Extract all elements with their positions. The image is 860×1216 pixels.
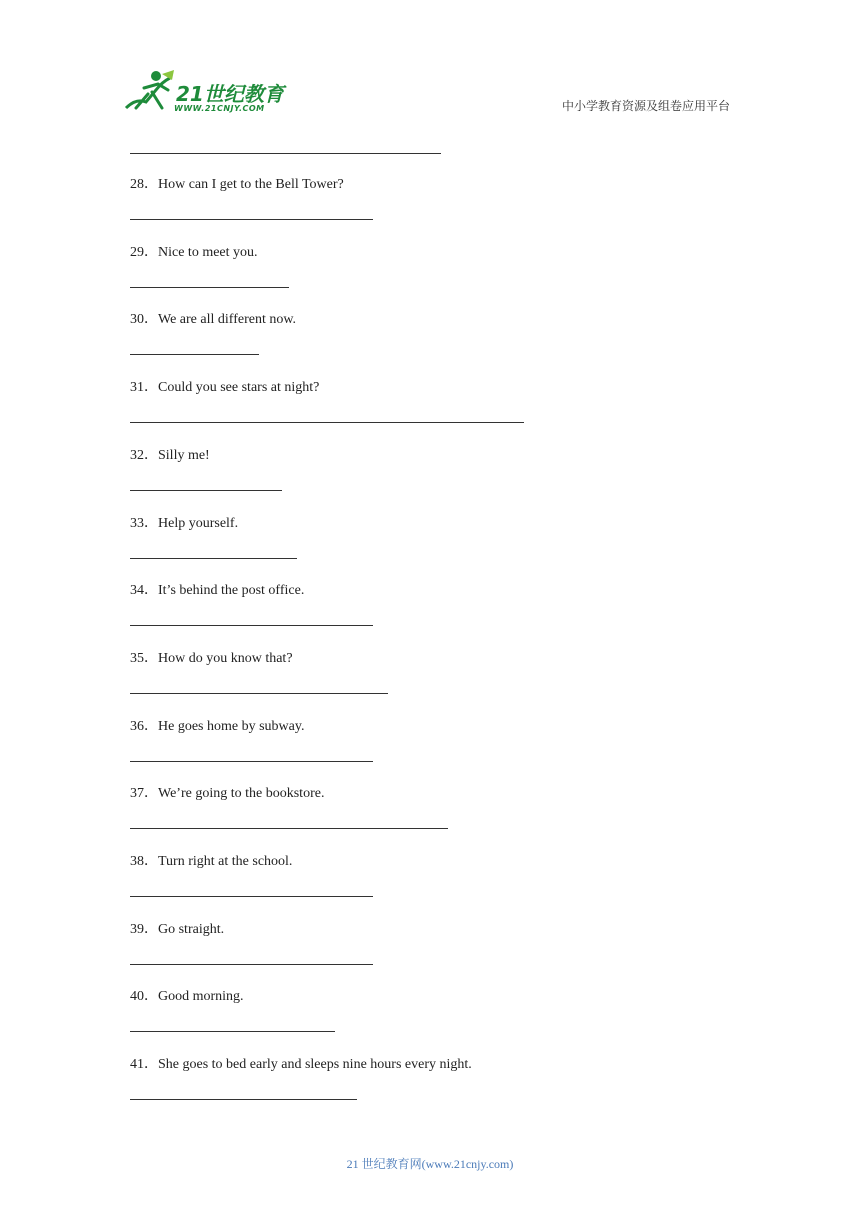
answer-line[interactable] <box>130 287 289 288</box>
question-number: 31． <box>130 380 158 396</box>
answer-line[interactable] <box>130 828 448 829</box>
question-item <box>130 173 344 193</box>
question-text: Help yourself. <box>158 515 239 531</box>
answer-line[interactable] <box>130 1099 357 1100</box>
answer-line[interactable] <box>130 964 373 965</box>
question-text: We’re going to the bookstore. <box>158 786 325 802</box>
answer-line[interactable] <box>130 761 373 762</box>
question-text: She goes to bed early and sleeps nine hours every night. <box>158 1057 472 1073</box>
answer-line[interactable] <box>130 490 282 491</box>
answer-line[interactable] <box>130 625 373 626</box>
platform-title: 中小学教育资源及组卷应用平台 <box>561 99 730 113</box>
question-item <box>130 444 210 464</box>
question-number: 38． <box>130 854 158 869</box>
question-number: 30． <box>130 312 158 328</box>
question-number: 33． <box>130 515 158 531</box>
question-number: 32． <box>130 447 158 463</box>
answer-line[interactable] <box>130 1031 335 1032</box>
question-item <box>130 308 296 328</box>
answer-line[interactable] <box>130 219 373 220</box>
question-item <box>130 241 258 261</box>
page-header <box>0 0 860 130</box>
logo-wordmark: 21世纪教育 <box>176 82 284 106</box>
question-number: 35． <box>130 650 158 666</box>
question-text: He goes home by subway. <box>158 718 305 734</box>
answer-line <box>130 153 441 154</box>
question-text: It’s behind the post office. <box>158 583 305 599</box>
question-number: 29． <box>130 244 158 260</box>
question-text: Go straight. <box>158 921 225 937</box>
question-text: Turn right at the school. <box>158 854 293 869</box>
answer-line[interactable] <box>130 693 388 694</box>
question-item <box>130 782 324 802</box>
question-item <box>130 985 244 1005</box>
answer-line[interactable] <box>130 422 524 423</box>
question-item <box>130 512 238 532</box>
answer-line[interactable] <box>130 896 373 897</box>
question-item <box>130 376 319 396</box>
question-text: Nice to meet you. <box>158 244 258 260</box>
question-number: 28． <box>130 177 158 192</box>
question-item <box>130 715 304 735</box>
question-number: 39． <box>130 921 158 937</box>
answer-line[interactable] <box>130 354 259 355</box>
question-item <box>130 850 292 870</box>
question-number: 41． <box>130 1057 158 1073</box>
question-text: Silly me! <box>158 447 210 463</box>
question-item <box>130 918 224 938</box>
question-text: How do you know that? <box>158 650 293 666</box>
question-number: 40． <box>130 989 158 1005</box>
question-text: We are all different now. <box>158 312 297 328</box>
question-text: Good morning. <box>158 989 244 1005</box>
question-item <box>130 579 304 599</box>
answer-line[interactable] <box>130 558 297 559</box>
question-text: Could you see stars at night? <box>158 380 320 396</box>
question-number: 37． <box>130 786 158 802</box>
page-footer: 21 世纪教育网(www.21cnjy.com) <box>346 1157 514 1171</box>
question-item <box>130 647 293 667</box>
question-text: How can I get to the Bell Tower? <box>158 177 344 192</box>
question-item <box>130 1053 472 1073</box>
question-number: 34． <box>130 583 158 599</box>
question-number: 36． <box>130 718 158 734</box>
logo-url: WWW.21CNJY.COM <box>174 104 265 113</box>
